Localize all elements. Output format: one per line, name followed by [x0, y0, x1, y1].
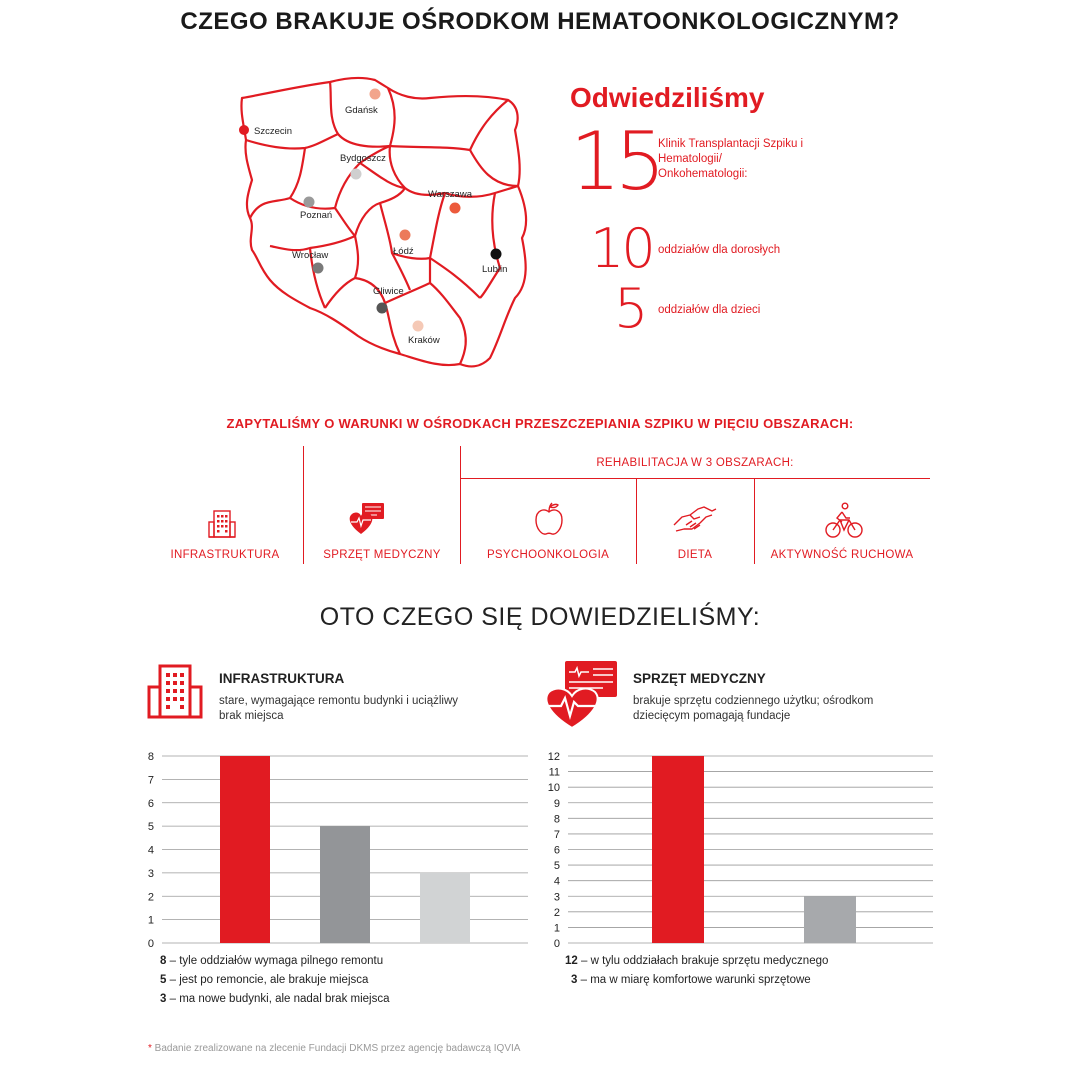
y-tick-label: 2: [147, 891, 154, 904]
footnote-text: Badanie zrealizowane na zlecenie Fundacji DKMS przez agencję badawczą IQVIA: [151, 1043, 521, 1054]
legend-item: 5 – jest po remoncie, ale brakuje miejsca: [160, 974, 369, 986]
equipment-title: SPRZĘT MEDYCZNY: [633, 671, 766, 686]
bar: [804, 896, 856, 943]
city-dot-poznan: [304, 197, 315, 208]
medical-monitor-heart-icon: [348, 502, 388, 536]
y-tick-label: 0: [147, 938, 154, 950]
city-label-wroclaw: Wrocław: [292, 250, 329, 261]
city-markers: [239, 89, 507, 347]
visited-text-clinics: Klinik Transplantacji Szpiku i Hematologii/ Onkohematologii:: [658, 138, 804, 180]
divider: [460, 478, 930, 479]
visited-number-children: 5: [614, 277, 649, 340]
city-label-bydgoszcz: Bydgoszcz: [340, 153, 386, 164]
footnote: [148, 1043, 520, 1054]
city-dot-lodz: [400, 230, 411, 241]
city-label-lodz: Łódź: [393, 246, 414, 257]
bar: [220, 756, 270, 943]
infrastructure-desc-line2: brak miejsca: [219, 710, 284, 722]
y-tick-label: 0: [553, 938, 560, 950]
equipment-legend: [565, 952, 828, 990]
divider: [636, 478, 637, 564]
y-tick-label: 7: [147, 774, 154, 787]
city-label-lublin: Lublin: [482, 264, 508, 275]
legend-item: 3 – ma w miarę komfortowe warunki sprzętowe: [571, 974, 811, 986]
visited-number-clinics: 15: [570, 115, 660, 208]
infrastructure-desc-line1: stare, wymagające remontu budynki i uciążliwy: [219, 695, 459, 707]
legend-item: 12 – w tylu oddziałach brakuje sprzętu medycznego: [565, 955, 829, 967]
visited-text-adults: oddziałów dla dorosłych: [658, 244, 781, 256]
y-tick-label: 6: [147, 797, 154, 810]
legend-item: 3 – ma nowe budynki, ale nadal brak miejsca: [160, 993, 390, 1005]
city-dot-szczecin: [239, 125, 249, 135]
city-label-warszawa: Warszawa: [428, 189, 472, 200]
visited-number-adults: 10: [590, 217, 653, 280]
y-tick-label: 7: [553, 828, 560, 841]
city-dot-gdansk: [370, 89, 381, 100]
building-icon: [146, 663, 204, 719]
bar: [320, 826, 370, 943]
y-tick-label: 3: [553, 891, 560, 904]
cyclist-icon: [824, 500, 864, 540]
y-tick-label: 12: [547, 751, 560, 763]
city-label-poznan: Poznań: [300, 210, 333, 221]
divider: [754, 478, 755, 564]
equipment-desc-line2: dziecięcym pomagają fundacje: [633, 710, 791, 722]
page-title: CZEGO BRAKUJE OŚRODKOM HEMATOONKOLOGICZNYM?: [180, 8, 900, 35]
city-dot-lublin: [491, 249, 502, 260]
y-tick-label: 9: [553, 797, 560, 810]
y-tick-label: 5: [553, 860, 560, 873]
divider: [303, 446, 304, 564]
city-dot-krakow: [413, 321, 424, 332]
equipment-bar-chart: [540, 748, 935, 953]
poland-map: [230, 68, 560, 378]
y-tick-label: 6: [553, 844, 560, 857]
y-tick-label: 3: [147, 867, 154, 880]
voivodeship-borders: [241, 78, 526, 367]
area-label-physical-activity: AKTYWNOŚĆ RUCHOWA: [770, 549, 914, 561]
handshake-icon: [672, 503, 718, 535]
city-dot-warszawa: [450, 203, 461, 214]
y-tick-label: 1: [553, 922, 560, 935]
y-tick-label: 4: [147, 844, 154, 857]
apple-icon: [532, 501, 566, 537]
y-tick-label: 11: [548, 766, 560, 779]
visited-title: Odwiedziliśmy: [570, 82, 765, 113]
city-dot-gliwice: [377, 303, 388, 314]
building-icon: [206, 508, 238, 540]
infrastructure-bar-chart: [140, 748, 530, 953]
city-dot-wroclaw: [313, 263, 324, 274]
y-tick-label: 5: [147, 821, 154, 834]
equipment-desc-line1: brakuje sprzętu codziennego użytku; ośrodkom: [633, 695, 874, 707]
legend-item: 8 – tyle oddziałów wymaga pilnego remontu: [160, 955, 384, 967]
footnote-asterisk: *: [148, 1043, 152, 1054]
area-label-medical-equipment: SPRZĘT MEDYCZNY: [323, 549, 441, 561]
y-tick-label: 4: [553, 875, 560, 888]
y-tick-label: 2: [553, 906, 560, 919]
city-label-szczecin: Szczecin: [254, 126, 293, 137]
infrastructure-legend: [160, 952, 390, 1009]
city-label-gdansk: Gdańsk: [345, 105, 378, 116]
y-tick-label: 10: [547, 782, 560, 795]
infrastructure-title: INFRASTRUKTURA: [219, 671, 345, 686]
areas-title: ZAPYTALIŚMY O WARUNKI W OŚRODKACH PRZESZCZEPIANIA SZPIKU W PIĘCIU OBSZARACH:: [226, 416, 854, 431]
findings-title: OTO CZEGO SIĘ DOWIEDZIELIŚMY:: [319, 603, 761, 631]
city-label-gliwice: Gliwice: [373, 286, 404, 297]
y-tick-label: 8: [147, 751, 154, 763]
rehab-title: REHABILITACJA W 3 OBSZARACH:: [596, 457, 794, 469]
city-label-krakow: Kraków: [408, 335, 440, 346]
area-label-diet: DIETA: [677, 549, 713, 561]
city-dot-bydgoszcz: [351, 169, 362, 180]
y-tick-label: 8: [553, 813, 560, 826]
y-tick-label: 1: [147, 914, 154, 927]
visited-text-children: oddziałów dla dzieci: [658, 304, 761, 316]
bar: [420, 873, 470, 943]
bar: [652, 756, 704, 943]
area-label-infrastructure: INFRASTRUKTURA: [170, 549, 280, 561]
medical-monitor-heart-icon: [543, 660, 619, 730]
area-label-psychooncology: PSYCHOONKOLOGIA: [486, 549, 610, 561]
